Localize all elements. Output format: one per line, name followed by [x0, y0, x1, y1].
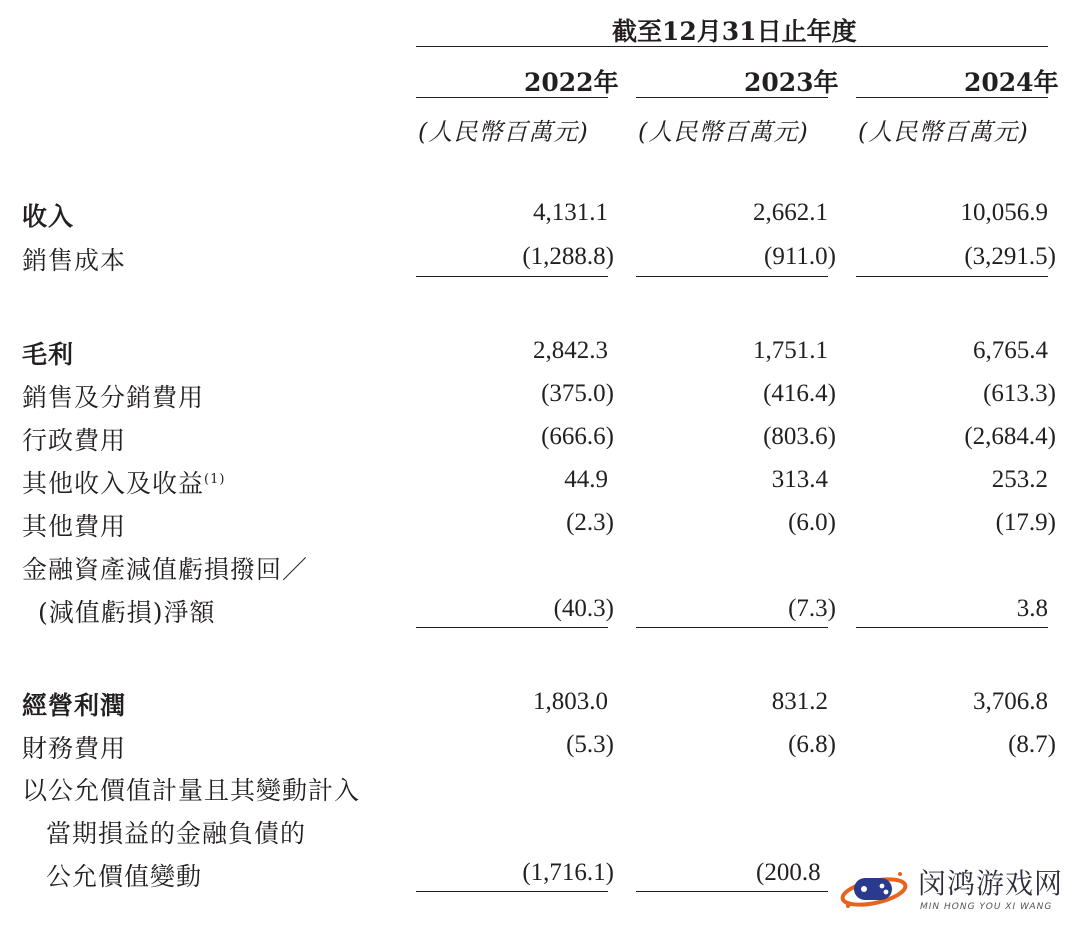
- row-label-operating-profit: 經營利潤: [22, 691, 127, 720]
- gamepad-logo-icon: [838, 862, 914, 918]
- impairment-2024: 3.8: [1016, 595, 1048, 622]
- other-income-2022: 44.9: [564, 466, 608, 493]
- gross-profit-2023: 1,751.1: [753, 337, 828, 364]
- impairment-2023: (7.3): [788, 595, 836, 622]
- row-label-impairment-line2: (減值虧損)淨額: [38, 598, 216, 627]
- gross-profit-2024: 6,765.4: [973, 337, 1048, 364]
- admin-expenses-2023: (803.6): [763, 423, 836, 450]
- watermark: [838, 862, 1068, 918]
- row-label-selling-expenses: 銷售及分銷費用: [22, 383, 205, 412]
- bottom-rule-2023: [636, 891, 828, 892]
- row-label-impairment-line1: 金融資產減值虧損撥回／: [22, 555, 309, 584]
- gross-profit-2022: 2,842.3: [533, 337, 608, 364]
- row-label-revenue: 收入: [22, 202, 75, 231]
- selling-expenses-2022: (375.0): [541, 380, 614, 407]
- subtotal-rule-2022: [416, 276, 608, 277]
- operating-profit-2024: 3,706.8: [973, 688, 1048, 715]
- row-label-other-expenses: 其他費用: [22, 512, 127, 541]
- revenue-2024: 10,056.9: [960, 199, 1048, 226]
- admin-expenses-2022: (666.6): [541, 423, 614, 450]
- watermark-subtitle: MIN HONG YOU XI WANG: [920, 902, 1053, 912]
- other-expenses-2024: (17.9): [995, 509, 1056, 536]
- cost-of-sales-2024: (3,291.5): [964, 243, 1056, 270]
- revenue-2022: 4,131.1: [533, 199, 608, 226]
- unit-2024: (人民幣百萬元): [858, 118, 1029, 146]
- admin-expenses-2024: (2,684.4): [964, 423, 1056, 450]
- other-income-2023: 313.4: [771, 466, 828, 493]
- footnote-marker: (1): [204, 472, 226, 487]
- row-label-fair-value-line2: 當期損益的金融負債的: [46, 819, 307, 848]
- operating-profit-2023: 831.2: [771, 688, 828, 715]
- row-label-finance-costs: 財務費用: [22, 734, 127, 763]
- row-label-admin-expenses: 行政費用: [22, 426, 127, 455]
- subtotal-rule-2023: [636, 276, 828, 277]
- subtotal-rule-2024: [856, 276, 1048, 277]
- other-income-2024: 253.2: [991, 466, 1048, 493]
- other-expenses-2023: (6.0): [788, 509, 836, 536]
- unit-2023: (人民幣百萬元): [638, 118, 809, 146]
- selling-expenses-2024: (613.3): [983, 380, 1056, 407]
- watermark-title: 闵鸿游戏网: [918, 867, 1064, 900]
- cost-of-sales-2023: (911.0): [764, 243, 836, 270]
- finance-costs-2024: (8.7): [1008, 731, 1056, 758]
- operating-profit-2022: 1,803.0: [533, 688, 608, 715]
- year-2023: 2023年: [744, 68, 839, 97]
- fair-value-2023: (200.8: [756, 859, 821, 886]
- opprofit-rule-2024: [856, 627, 1048, 628]
- bottom-rule-2022: [416, 891, 608, 892]
- year-rule-2023: [636, 97, 828, 98]
- opprofit-rule-2023: [636, 627, 828, 628]
- unit-2022: (人民幣百萬元): [418, 118, 589, 146]
- year-2022: 2022年: [524, 68, 619, 97]
- row-label-fair-value-line3: 公允價值變動: [46, 862, 203, 891]
- finance-costs-2023: (6.8): [788, 731, 836, 758]
- cost-of-sales-2022: (1,288.8): [522, 243, 614, 270]
- other-expenses-2022: (2.3): [566, 509, 614, 536]
- impairment-2022: (40.3): [553, 595, 614, 622]
- other-income-text: 其他收入及收益: [22, 469, 205, 498]
- row-label-cost-of-sales: 銷售成本: [22, 246, 127, 275]
- year-rule-2024: [856, 97, 1048, 98]
- period-header: 截至12月31日止年度: [612, 17, 857, 46]
- selling-expenses-2023: (416.4): [763, 380, 836, 407]
- period-rule: [416, 46, 1048, 47]
- row-label-fair-value-line1: 以公允價值計量且其變動計入: [22, 776, 361, 805]
- opprofit-rule-2022: [416, 627, 608, 628]
- fair-value-2022: (1,716.1): [522, 859, 614, 886]
- revenue-2023: 2,662.1: [753, 199, 828, 226]
- finance-costs-2022: (5.3): [566, 731, 614, 758]
- row-label-gross-profit: 毛利: [22, 340, 75, 369]
- year-2024: 2024年: [964, 68, 1059, 97]
- row-label-other-income: [22, 464, 225, 500]
- year-rule-2022: [416, 97, 608, 98]
